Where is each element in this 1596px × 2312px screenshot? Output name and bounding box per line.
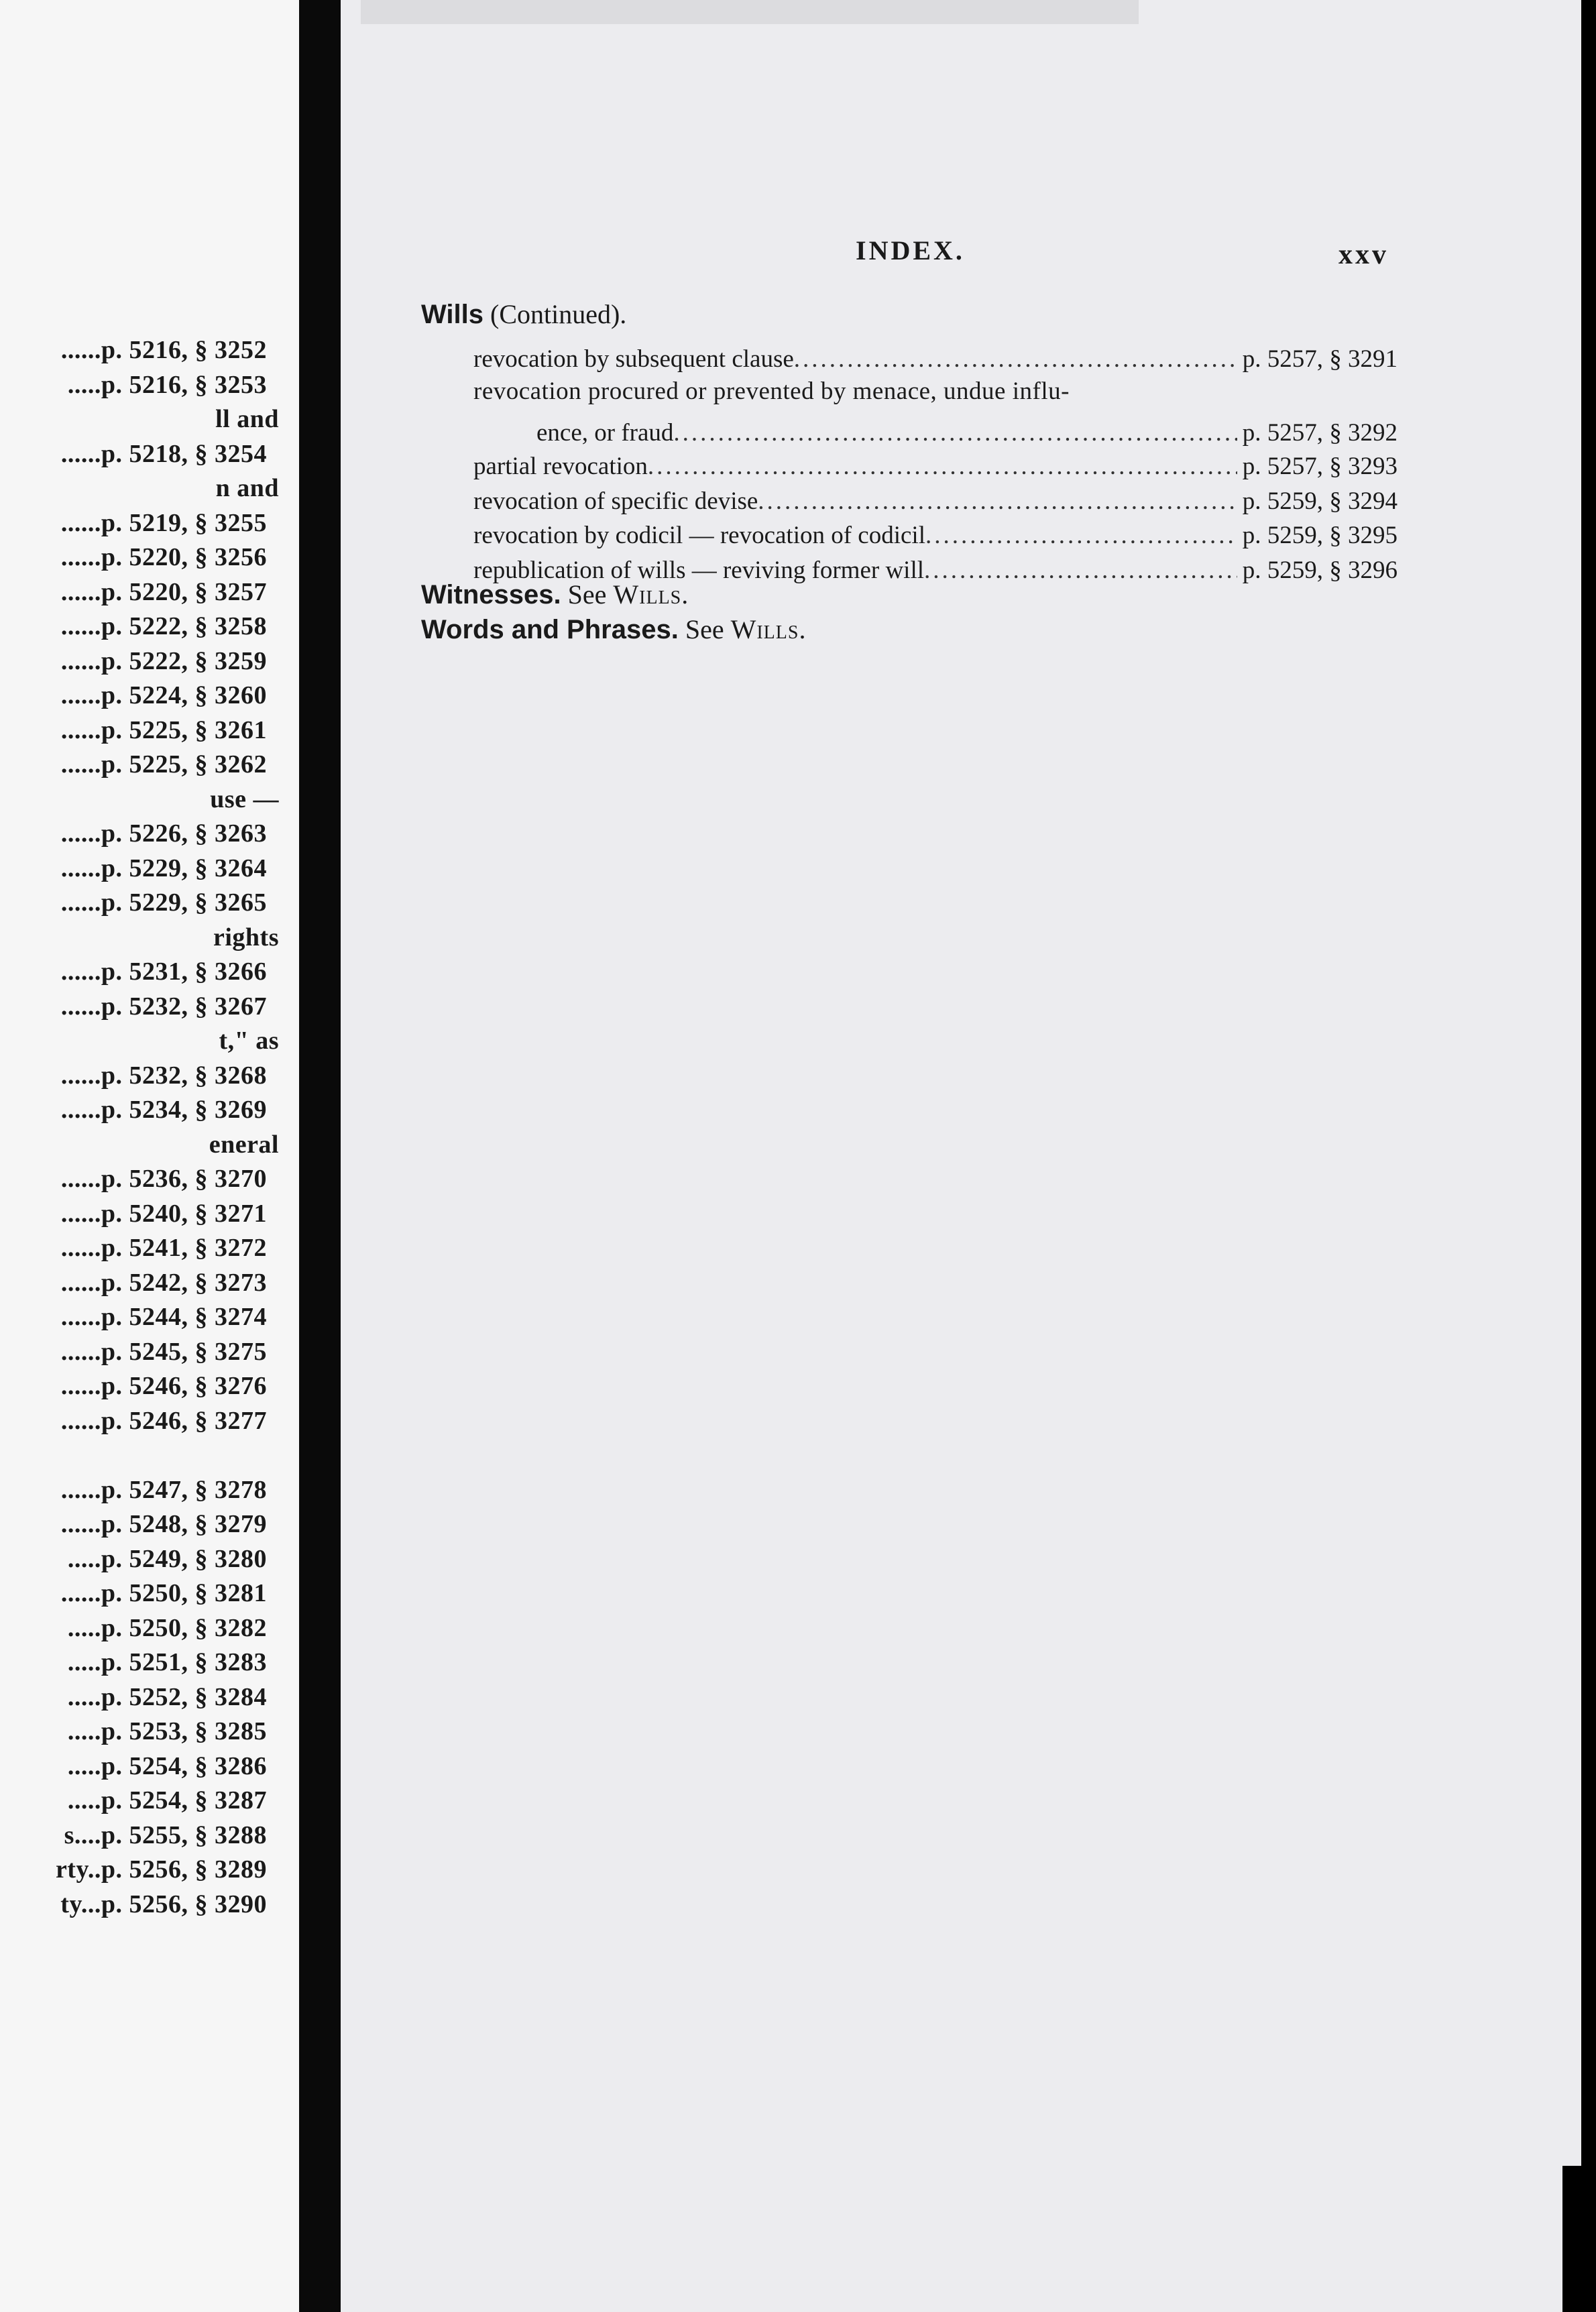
left-line-text: ......p. 5220, § 3256 — [60, 543, 267, 571]
page-section-reference: p. 5259, § 3296 — [1242, 557, 1398, 584]
left-line-text: eneral — [209, 1130, 279, 1159]
left-index-line — [0, 1682, 299, 1717]
leader-dots — [794, 345, 1237, 373]
left-line-text: ......p. 5250, § 3281 — [60, 1579, 267, 1607]
left-line-text: ty...p. 5256, § 3290 — [60, 1890, 267, 1918]
page-top-edge — [361, 0, 1139, 24]
left-line-text: ......p. 5219, § 3255 — [60, 508, 267, 537]
left-index-line — [0, 1095, 299, 1130]
left-continuation-line — [0, 1130, 299, 1165]
left-index-line — [0, 1061, 299, 1096]
left-index-line — [0, 646, 299, 681]
heading-suffix: (Continued). — [490, 299, 627, 329]
index-subentry — [473, 481, 1398, 516]
left-index-line — [0, 1440, 299, 1475]
left-line-text: ......p. 5220, § 3257 — [60, 577, 267, 606]
left-index-line — [0, 1578, 299, 1613]
left-index-line — [0, 1890, 299, 1924]
left-index-line — [0, 1233, 299, 1268]
left-line-text: rights — [213, 923, 279, 951]
left-line-text: ......p. 5222, § 3258 — [60, 612, 267, 640]
left-index-line — [0, 1544, 299, 1579]
left-line-text: .....p. 5250, § 3282 — [67, 1613, 267, 1642]
left-line-text: ......p. 5244, § 3274 — [60, 1303, 267, 1331]
left-line-text: ......p. 5232, § 3267 — [60, 992, 267, 1021]
left-index-line — [0, 1371, 299, 1406]
left-index-line — [0, 508, 299, 543]
left-line-text: ......p. 5236, § 3270 — [60, 1165, 267, 1193]
left-line-text: s....p. 5255, § 3288 — [64, 1820, 267, 1849]
left-line-text: t," as — [219, 1027, 279, 1055]
index-subentry — [536, 412, 1398, 447]
see-target: Wills. — [613, 579, 689, 610]
left-line-text: ll and — [215, 405, 279, 433]
left-index-line — [0, 1786, 299, 1820]
page-section-reference: p. 5259, § 3295 — [1242, 522, 1398, 549]
left-line-text: rty..p. 5256, § 3289 — [55, 1855, 267, 1884]
left-line-text: ......p. 5245, § 3275 — [60, 1337, 267, 1366]
left-line-text: .....p. 5251, § 3283 — [67, 1648, 267, 1676]
left-page — [0, 0, 299, 2312]
subentry-label: revocation by codicil — revocation of codicil — [473, 522, 925, 549]
page-section-reference: p. 5257, § 3292 — [1242, 419, 1398, 447]
left-index-line — [0, 888, 299, 923]
left-index-line — [0, 439, 299, 474]
see-text: See — [685, 614, 724, 644]
left-continuation-line — [0, 473, 299, 508]
page-section-reference: p. 5257, § 3291 — [1242, 345, 1398, 373]
left-index-line — [0, 1268, 299, 1303]
left-index-line — [0, 957, 299, 992]
left-line-text: .....p. 5216, § 3253 — [67, 370, 267, 399]
left-index-line — [0, 681, 299, 715]
left-index-line — [0, 1406, 299, 1441]
left-index-line — [0, 1509, 299, 1544]
left-index-line — [0, 819, 299, 854]
left-index-line — [0, 1302, 299, 1337]
subentry-label: republication of wills — reviving former will — [473, 557, 925, 584]
running-title: INDEX. — [856, 235, 965, 266]
left-index-line — [0, 577, 299, 612]
left-line-text: .....p. 5249, § 3280 — [67, 1544, 267, 1573]
left-line-text: ......p. 5216, § 3252 — [60, 336, 267, 364]
left-index-line — [0, 750, 299, 785]
leader-dots — [673, 418, 1237, 447]
heading-term: Words and Phrases. — [421, 615, 679, 644]
index-heading-witnesses — [421, 579, 689, 610]
left-line-text: ......p. 5225, § 3261 — [60, 715, 267, 744]
left-index-line — [0, 335, 299, 370]
page-corner-shadow — [1562, 2166, 1596, 2312]
left-index-line — [0, 1820, 299, 1855]
page-section-reference: p. 5257, § 3293 — [1242, 453, 1398, 480]
left-line-text: ......p. 5229, § 3264 — [60, 854, 267, 882]
leader-dots — [924, 556, 1237, 585]
index-subentry — [473, 515, 1398, 550]
index-subentry — [473, 446, 1398, 481]
book-spine — [299, 0, 341, 2312]
left-continuation-line — [0, 404, 299, 439]
leader-dots — [648, 452, 1237, 481]
leader-dots — [925, 521, 1237, 550]
left-line-text: ......p. 5224, § 3260 — [60, 681, 267, 709]
left-line-text: .....p. 5253, § 3285 — [67, 1717, 267, 1745]
page-number: xxv — [1338, 239, 1389, 270]
subentry-label: ence, or fraud — [536, 419, 674, 447]
index-heading-wills — [421, 298, 626, 330]
left-line-text: ......p. 5226, § 3263 — [60, 819, 267, 848]
left-index-line — [0, 854, 299, 888]
left-line-text: ......p. 5247, § 3278 — [60, 1475, 267, 1504]
left-line-text: ......p. 5248, § 3279 — [60, 1510, 267, 1538]
left-index-line — [0, 1717, 299, 1751]
left-index-line — [0, 1648, 299, 1682]
left-line-text: .....p. 5254, § 3287 — [67, 1786, 267, 1814]
left-line-text: ......p. 5246, § 3276 — [60, 1372, 267, 1400]
left-line-text: ......p. 5231, § 3266 — [60, 958, 267, 986]
left-line-text: ......p. 5232, § 3268 — [60, 1061, 267, 1090]
left-line-text: ......p. 5225, § 3262 — [60, 750, 267, 778]
left-index-line — [0, 992, 299, 1027]
left-line-text: ......p. 5222, § 3259 — [60, 646, 267, 675]
left-line-text: ......p. 5229, § 3265 — [60, 888, 267, 917]
left-line-text: n and — [215, 474, 279, 502]
left-line-text: .....p. 5252, § 3284 — [67, 1682, 267, 1711]
heading-term: Witnesses. — [421, 580, 561, 610]
index-heading-words-and-phrases — [421, 614, 806, 645]
left-index-line — [0, 542, 299, 577]
left-index-line — [0, 1751, 299, 1786]
left-line-text: ......p. 5242, § 3273 — [60, 1268, 267, 1297]
left-index-line — [0, 1475, 299, 1510]
subentry-label: revocation of specific devise — [473, 487, 758, 515]
left-index-line — [0, 1855, 299, 1890]
left-line-text: .....p. 5254, § 3286 — [67, 1751, 267, 1780]
see-text: See — [567, 579, 607, 610]
index-subentry-line: revocation procured or prevented by menace, undue influ- — [473, 378, 1070, 405]
left-line-text — [267, 1441, 299, 1469]
subentry-label: revocation by subsequent clause — [473, 345, 794, 373]
left-line-text: ......p. 5234, § 3269 — [60, 1096, 267, 1124]
left-line-text: ......p. 5246, § 3277 — [60, 1406, 267, 1435]
left-index-line — [0, 1613, 299, 1648]
left-index-line — [0, 715, 299, 750]
left-line-text: ......p. 5241, § 3272 — [60, 1234, 267, 1262]
page-section-reference: p. 5259, § 3294 — [1242, 487, 1398, 515]
left-continuation-line — [0, 923, 299, 958]
left-continuation-line — [0, 1026, 299, 1061]
left-line-text: use — — [210, 785, 279, 813]
page-header — [0, 235, 1596, 275]
subentry-label: partial revocation — [473, 453, 648, 480]
see-target: Wills. — [730, 614, 807, 644]
left-index-line — [0, 612, 299, 646]
heading-term: Wills — [421, 300, 483, 329]
leader-dots — [758, 487, 1237, 516]
left-index-line — [0, 1164, 299, 1199]
left-index-line — [0, 1337, 299, 1372]
left-line-text: ......p. 5240, § 3271 — [60, 1199, 267, 1228]
left-index-line — [0, 370, 299, 405]
index-subentry — [473, 339, 1398, 373]
left-index-line — [0, 1199, 299, 1234]
left-continuation-line — [0, 785, 299, 819]
left-line-text: ......p. 5218, § 3254 — [60, 439, 267, 468]
